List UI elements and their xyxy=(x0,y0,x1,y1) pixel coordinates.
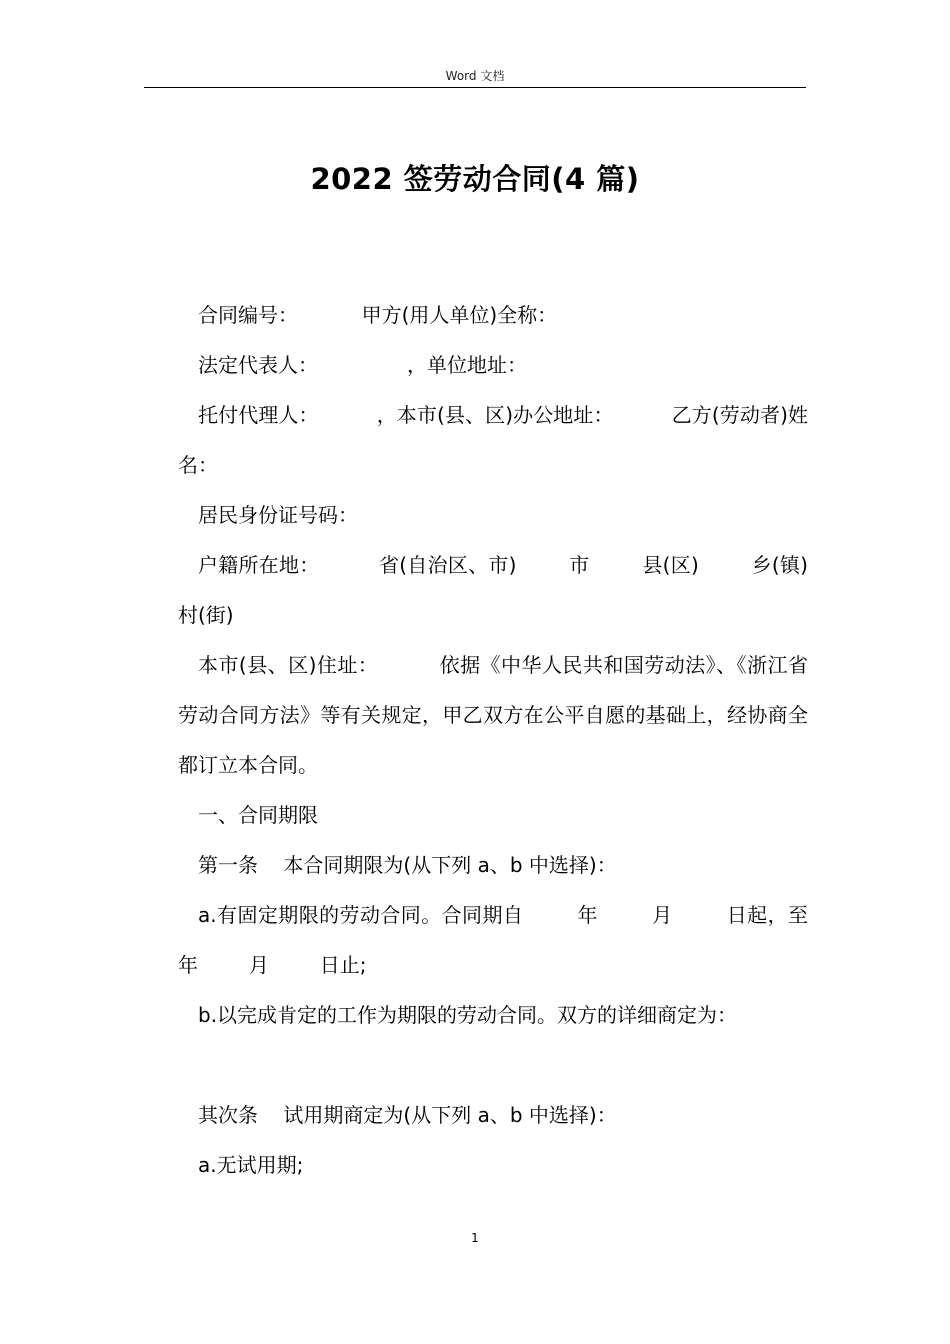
page-number: 1 xyxy=(471,1231,479,1245)
paragraph-household-registration: 户籍所在地： 省(自治区、市) 市 县(区) 乡(镇)村(街) xyxy=(178,553,808,627)
paragraph-legal-representative: 法定代表人： ，单位地址： xyxy=(198,353,528,377)
document-title: 2022 签劳动合同(4 篇) xyxy=(310,162,640,196)
paragraph-id-number: 居民身份证号码： xyxy=(198,503,358,527)
header-label: Word 文档 xyxy=(445,69,505,83)
article-2: 其次条 试用期商定为(从下列 a、b 中选择)： xyxy=(198,1103,617,1127)
section-heading-contract-term: 一、合同期限 xyxy=(198,803,318,827)
header-divider xyxy=(144,87,806,88)
article-1-option-b: b.以完成肯定的工作为期限的劳动合同。双方的详细商定为： xyxy=(198,1003,738,1027)
article-1-option-a: a.有固定期限的劳动合同。合同期自 年 月 日起，至 年 月 日止; xyxy=(178,903,859,977)
document-body xyxy=(178,290,859,1190)
paragraph-address-basis: 本市(县、区)住址： 依据《中华人民共和国劳动法》、《浙江省劳动合同方法》等有关规定，甲乙双方在公平自愿的基础上，经协商全都订立本合同。 xyxy=(178,653,808,777)
article-1: 第一条 本合同期限为(从下列 a、b 中选择)： xyxy=(198,853,617,877)
paragraph-authorized-agent: 托付代理人： ，本市(县、区)办公地址： 乙方(劳动者)姓名： xyxy=(178,403,808,477)
article-2-option-a: a.无试用期; xyxy=(198,1153,304,1177)
paragraph-contract-number: 合同编号： 甲方(用人单位)全称： xyxy=(198,303,558,327)
blank-line xyxy=(178,1040,808,1090)
